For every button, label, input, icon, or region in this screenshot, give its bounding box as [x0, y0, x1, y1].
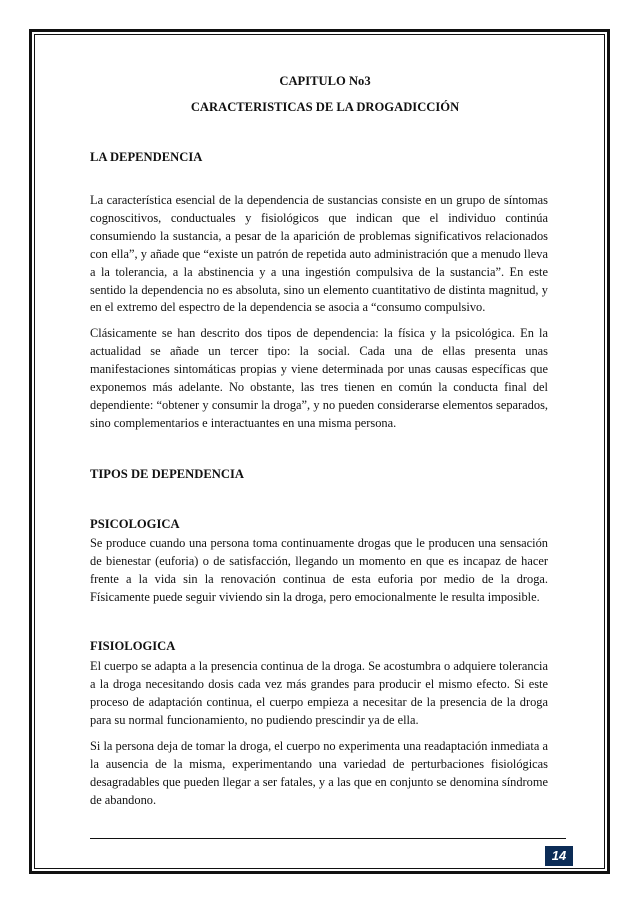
section-heading: TIPOS DE DEPENDENCIA [90, 466, 244, 481]
section-dependencia [90, 148, 548, 433]
paragraph: La característica esencial de la dependencia de sustancias consiste en un grupo de síntomas cognoscitivos, conductuales y fisiológicos que indican que el individuo continúa consumiendo la sustancia, a pesar de la aparición de problemas significativos relacionados con ella”, y añade que “existe un patrón de repetida auto administración que a menudo lleva a la tolerancia, a la abstinencia y a una ingestión compulsiva de la sustancia”. En este sentido la dependencia no es absoluta, sino un elemento cuantitativo de distinta magnitud, y en el extremo del espectro de la dependencia se asocia a “consumo compulsivo. [90, 193, 548, 315]
section-tipos [90, 465, 548, 483]
section-heading: LA DEPENDENCIA [90, 150, 203, 164]
paragraph: El cuerpo se adapta a la presencia continua de la droga. Se acostumbra o adquiere tolerancia a la droga necesitando dosis cada vez más grandes para producir el mismo efecto. Si este proceso de adaptación continua, el cuerpo empieza a necesitar de la presencia de la droga para su normal funcionamiento, no pudiendo prescindir ya de ella. [90, 659, 548, 728]
section-psicologica [90, 515, 548, 607]
paragraph: Clásicamente se han descrito dos tipos de dependencia: la física y la psicológica. En la actualidad se añade un tercer tipo: la social. Cada una de ellas presenta unas manifestaciones sintomáticas propias y viene determinada por unas causas específicas que exponemos más adelante. No obstante, las tres tienen en común la conducta final del dependiente: “obtener y consumir la droga”, y no pueden considerarse elementos separados, sino complementarios e interactuantes en una misma persona. [90, 326, 548, 430]
chapter-title: CARACTERISTICAS DE LA DROGADICCIÓN [190, 100, 460, 114]
section-heading: FISIOLOGICA [90, 639, 176, 654]
page-number-badge: 14 [545, 846, 573, 866]
section-fisiologica [90, 637, 548, 809]
paragraph: Si la persona deja de tomar la droga, el cuerpo no experimenta una readaptación inmediata a la ausencia de la misma, experimentando una variedad de perturbaciones fisiológicas desagradables que pueden llegar a ser fatales, y a las que en conjunto se denomina síndrome de abandono. [90, 739, 548, 807]
chapter-heading: CAPITULO No3 [279, 74, 371, 88]
paragraph: Se produce cuando una persona toma continuamente drogas que le producen una sensación de bienestar (euforia) o de satisfacción, llegando un momento en que es incapaz de hacer frente a la vida sin la renovación continua de esta euforia por medio de la droga. Físicamente puede seguir viviendo sin la droga, pero emocionalmente le resulta imposible. [90, 535, 548, 604]
section-heading: PSICOLOGICA [90, 516, 180, 531]
footer-rule [90, 838, 566, 839]
document-body [90, 72, 548, 810]
